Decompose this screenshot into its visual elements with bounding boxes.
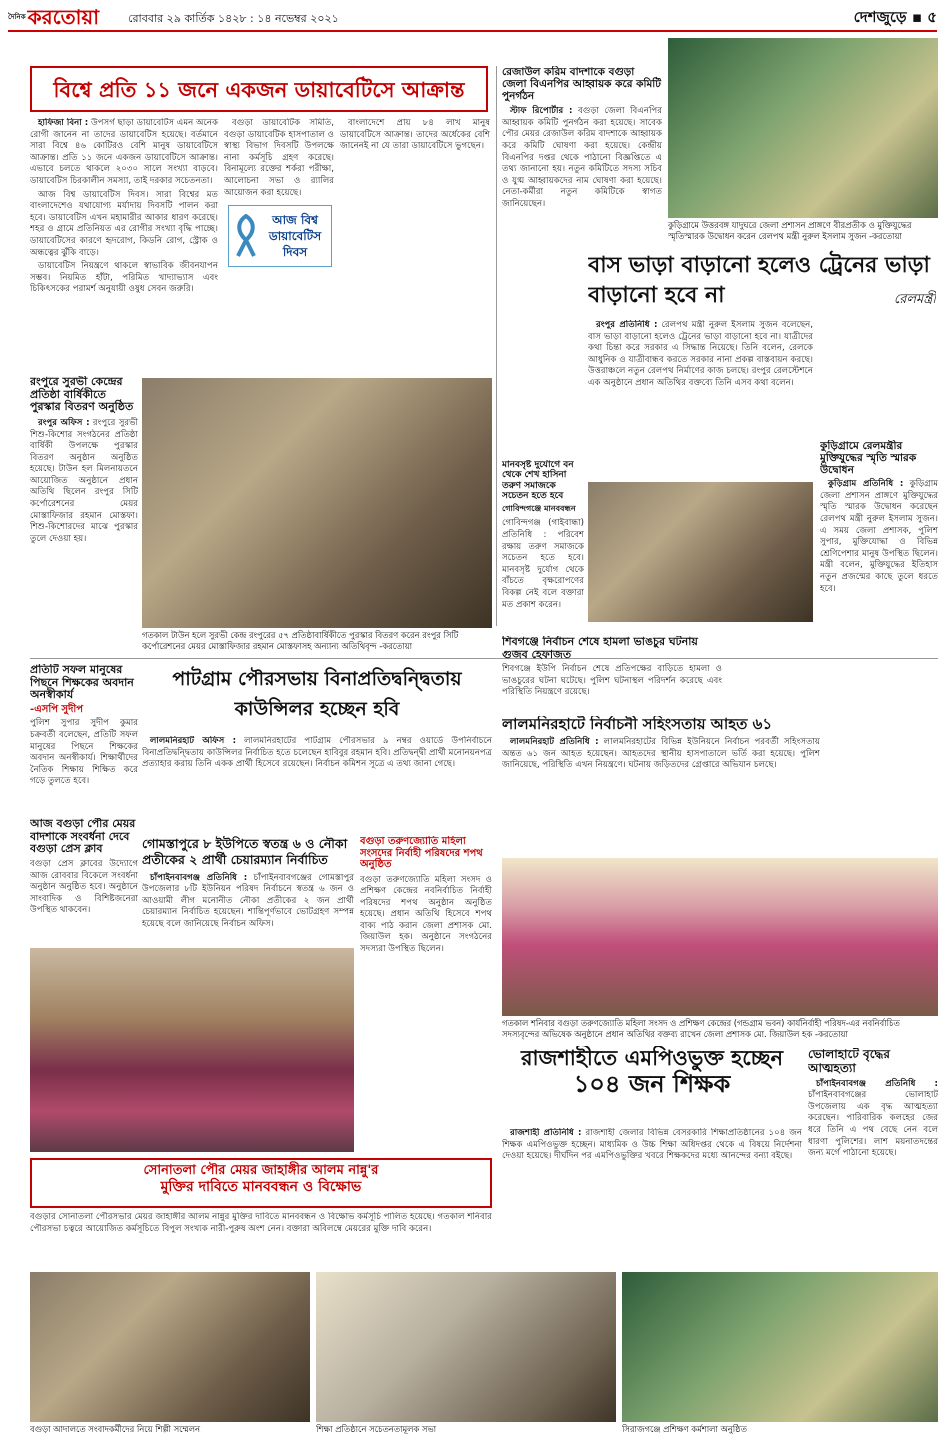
hall-caption-credit: -করতোয়া <box>814 1028 848 1039</box>
bottom-photo-1 <box>30 1272 310 1422</box>
rajshahi-headline-box <box>502 1046 802 1126</box>
rail-body-text: রেলপথ মন্ত্রী নুরুল ইসলাম সুজন বলেছেন, বাস ভাড়া বাড়ানো হলেও ট্রেনের ভাড়া বাড়ানো হবে না। যাত্রীদের কথা চিন্তা করে সরকার এ সিদ্ধান্ত নিয়েছে। তিনি বলেন, রেলকে আধুনিক ও যাত্রীবান্ধব করতে সরকার নানা প্রকল্প বাস্তবায়ন করছে। উত্তরাঞ্চলে নতুন রেলপথ নির্মাণের কাজ চলছে। রংপুর রেলস্টেশনে এক অনুষ্ঠানে প্রধান অতিথির বক্তব্যে তিনি এসব কথা বলেন। <box>588 320 813 388</box>
rail-dateline: রংপুর প্রতিনিধি : <box>596 320 658 330</box>
rail-headline-box <box>588 250 938 316</box>
diabetes-paragraph-5: বাংলাদেশে প্রায় ৮৪ লাখ মানুষ ডায়াবেটিসে আক্রান্ত। তাদের অর্ধেকের বেশি জানেনই না যে তারা ডায়াবেটিসে ভুগছেন। <box>340 118 490 152</box>
logo-text: করতোয়া <box>27 5 100 29</box>
rail-byline: রেলমন্ত্রী <box>893 292 936 307</box>
lalmonirhat-body: লালমনিরহাটের বিভিন্ন ইউনিয়নে নির্বাচন পরবর্তী সহিংসতায় অন্তত ৬১ জন আহত হয়েছেন। আহতদের স্থানীয় হাসপাতালে ভর্তি করা হয়েছে। পুলিশ জানিয়েছে, পরিস্থিতি এখন নিয়ন্ত্রণে। ঘটনায় জড়িতদের গ্রেপ্তারে অভিযান চলছে। <box>502 737 820 771</box>
rail-body <box>588 320 813 480</box>
diabetes-paragraph-1: উপসর্গ ছাড়া ডায়াবেটিস এমন অনেক রোগী জানেন না তাদের ডায়াবেটিস হয়েছে। বর্তমানে সারা বিশ্বে ৪৬ কোটিরও বেশি মানুষ ডায়াবেটিসে আক্রান্ত। প্রতি ১১ জনে একজন ডায়াবেটিসে আক্রান্ত। এভাবে চলতে থাকলে ২০৩০ সালে সংখ্যা বাড়বে। ডায়াবেটিস চিরকালীন সমস্যা, তাই দরকার সচেতনতা। <box>30 118 218 186</box>
teacher-story <box>30 664 138 814</box>
minister-caption-credit: -করতোয়া <box>869 230 902 241</box>
gomostapur-story <box>142 836 354 946</box>
sonatola-headline-2: মুক্তির দাবিতে মানববন্ধন ও বিক্ষোভ <box>160 1178 362 1195</box>
bnp-dateline: স্টাফ রিপোর্টার : <box>510 106 573 117</box>
section-divider <box>30 658 938 659</box>
patgram-body <box>142 736 492 832</box>
gobindo-body: গোবিন্দগঞ্জ (গাইবান্ধা) প্রতিনিধি : পরিবেশ রক্ষায় তরুণ সমাজকে সচেতন হতে হবে। মানবসৃষ্ট দুর্যোগ থেকে বাঁচতে বৃক্ষরোপণের বিকল্প নেই বলে বক্তারা মত প্রকাশ করেন। <box>502 518 584 610</box>
badge-line-2: ডায়াবেটিস <box>268 229 322 243</box>
rajshahi-body-text: রাজশাহী জেলার বিভিন্ন বেসরকারি শিক্ষাপ্রতিষ্ঠানের ১০৪ জন শিক্ষক এমপিওভুক্ত হচ্ছেন। মাধ্যমিক ও উচ্চ শিক্ষা অধিদপ্তর থেকে এ বিষয়ে নির্দেশনা দেওয়া হয়েছে। দীর্ঘদিন পর এমপিওভুক্তির খবরে শিক্ষকদের মধ্যে আনন্দের বন্যা বইছে। <box>502 1128 802 1162</box>
minister-caption-text: কুড়িগ্রামে উত্তরবঙ্গ যাদুঘরে জেলা প্রশাসন প্রাঙ্গণে বীরপ্রতীক ও মুক্তিযুদ্ধের স্মৃতিস্মারক উদ্বোধন করেন রেলপথ মন্ত্রী নুরুল ইসলাম সুজন <box>668 220 912 241</box>
sonatola-headline-box <box>30 1158 492 1208</box>
badge-line-3: দিবস <box>282 245 308 259</box>
shibganj-headline: শিবগঞ্জে নির্বাচন শেষে হামলা ভাঙচুর ঘটনায় গুজব হেফাজত <box>502 636 698 661</box>
badsha-story <box>30 818 138 938</box>
rangpur-caption-credit: -করতোয়া <box>379 640 413 651</box>
gobindo-byline: গোবিন্দগঞ্জে মানববন্ধন <box>502 504 576 514</box>
rally-crowd-photo <box>30 948 354 1152</box>
sonatola-headline-1: সোনাতলা পৌর মেয়র জাহাঙ্গীর আলম নান্নু'র <box>143 1163 379 1178</box>
diabetes-headline: বিশ্বে প্রতি ১১ জনে একজন ডায়াবেটিসে আক্রান্ত <box>53 77 465 102</box>
sonatola-body: বগুড়ার সোনাতলা পৌরসভার মেয়র জাহাঙ্গীর আলম নান্নুর মুক্তির দাবিতে মানববন্ধন ও বিক্ষোভ কর্মসূচি পালিত হয়েছে। গতকাল শনিবার পৌরসভা চত্বরে আয়োজিত কর্মসূচিতে বিপুল সংখ্যক নারী-পুরুষ অংশ নেন। বক্তারা অবিলম্বে মেয়রের মুক্তি দাবি করেন। <box>30 1212 492 1234</box>
column-divider <box>496 66 497 626</box>
rajshahi-headline-1: রাজশাহীতে এমপিওভুক্ত হচ্ছেন <box>520 1046 784 1070</box>
bholahat-dateline: চাঁপাইনবাবগঞ্জ প্রতিনিধি : <box>816 1078 938 1089</box>
teacher-byline: -এসপি সুদীপ <box>30 703 84 715</box>
hall-photo-caption <box>502 1018 938 1044</box>
gomostapur-body: চাঁপাইনবাবগঞ্জের গোমস্তাপুর উপজেলার ৮টি ইউনিয়ন পরিষদ নির্বাচনে স্বতন্ত্র ৬ জন ও আওয়ামী লীগ মনোনীত নৌকা প্রতীকের ২ জন প্রার্থী চেয়ারম্যান নির্বাচিত হয়েছেন। শান্তিপূর্ণভাবে ভোটগ্রহণ সম্পন্ন হয়েছে বলে জানিয়েছে নির্বাচন অফিস। <box>142 872 354 929</box>
patgram-dateline: লালমনিরহাট অফিস : <box>150 736 237 746</box>
bnp-body: বগুড়া জেলা বিএনপির আহ্বায়ক কমিটি পুনর্গঠন করা হয়েছে। সাবেক পৌর মেয়র রেজাউল করিম বাদশাকে আহ্বায়ক করে কমিটি ঘোষণা করা হয়েছে। কেন্দ্রীয় বিএনপির দপ্তর থেকে পাঠানো বিজ্ঞপ্তিতে এ তথ্য জানানো হয়। নতুন কমিটিতে সদস্য সচিব ও যুগ্ম আহ্বায়কদের নাম ঘোষণা করা হয়েছে। নেতা-কর্মীরা নতুন কমিটিকে স্বাগত জানিয়েছেন। <box>502 106 662 209</box>
gomostapur-dateline: চাঁপাইনবাবগঞ্জ প্রতিনিধি : <box>150 872 248 883</box>
badsha-headline: আজ বগুড়া পৌর মেয়র বাদশাকে সংবর্ধনা দেবে বগুড়া প্রেস ক্লাব <box>30 818 136 856</box>
diabetes-dateline: হাফিজা বিনা : <box>38 118 89 128</box>
rajshahi-body <box>502 1128 802 1268</box>
shibganj-story <box>502 636 722 716</box>
diabetes-paragraph-3: ডায়াবেটিস নিয়ন্ত্রণে থাকলে স্বাভাবিক জীবনযাপন সম্ভব। নিয়মিত হাঁটা, পরিমিত খাদ্যাভ্যাস এবং চিকিৎসকের পরামর্শ অনুযায়ী ওষুধ সেবন জরুরি। <box>30 261 218 295</box>
lalmonirhat-dateline: লালমনিরহাট প্রতিনিধি : <box>510 737 599 748</box>
women-council-story <box>360 836 492 1136</box>
bholahat-body: চাঁপাইনবাবগঞ্জের ভোলাহাট উপজেলায় এক বৃদ্ধ আত্মহত্যা করেছেন। পারিবারিক কলহের জের ধরে তিনি এ পথ বেছে নেন বলে ধারণা পুলিশের। লাশ ময়নাতদন্তের জন্য মর্গে পাঠানো হয়েছে। <box>808 1090 938 1159</box>
section-name: দেশজুড়ে <box>853 8 907 26</box>
minister-photo-caption <box>668 220 938 248</box>
rail-speech-photo <box>588 482 813 622</box>
kurigram-headline: কুড়িগ্রামে রেলমন্ত্রীর মুক্তিযুদ্ধের স্মৃতি স্মারক উদ্বোধন <box>820 440 917 477</box>
bholahat-story <box>808 1048 938 1264</box>
diabetes-body <box>30 118 218 370</box>
gomostapur-headline: গোমস্তাপুরে ৮ ইউপিতে স্বতন্ত্র ৬ ও নৌকা প্রতীকের ২ প্রার্থী চেয়ারম্যান নির্বাচিত <box>142 836 348 868</box>
rail-headline: বাস ভাড়া বাড়ানো হলেও ট্রেনের ভাড়া বাড়ানো হবে না <box>588 252 930 308</box>
bottom-caption-3: সিরাজগঞ্জে প্রশিক্ষণ কর্মশালা অনুষ্ঠিত <box>622 1424 747 1434</box>
women-council-headline: বগুড়া তরুণজ্যোতি মহিলা সংসদের নির্বাহী পরিষদের শপথ অনুষ্ঠিত <box>360 836 483 870</box>
women-council-photo <box>502 858 938 1016</box>
world-diabetes-day-badge <box>228 205 332 267</box>
shibganj-body: শিবগঞ্জে ইউপি নির্বাচন শেষে প্রতিপক্ষের বাড়িতে হামলা ও ভাঙচুরের ঘটনা ঘটেছে। পুলিশ ঘটনাস্থল পরিদর্শন করেছে এবং পরিস্থিতি নিয়ন্ত্রণে রয়েছে। <box>502 664 722 698</box>
kurigram-body: কুড়িগ্রাম জেলা প্রশাসন প্রাঙ্গণে মুক্তিযুদ্ধের স্মৃতি স্মারক উদ্বোধন করেছেন রেলপথ মন্ত্রী নুরুল ইসলাম সুজন। এ সময় জেলা প্রশাসক, পুলিশ সুপার, মুক্তিযোদ্ধা ও বিভিন্ন শ্রেণিপেশার মানুষ উপস্থিত ছিলেন। মন্ত্রী বলেন, মুক্তিযুদ্ধের ইতিহাস নতুন প্রজন্মের কাছে তুলে ধরতে হবে। <box>820 479 938 594</box>
badsha-body: বগুড়া প্রেস ক্লাবের উদ্যোগে আজ রোববার বিকেলে সংবর্ধনা অনুষ্ঠান অনুষ্ঠিত হবে। অনুষ্ঠানে সাংবাদিক ও বিশিষ্টজনেরা উপস্থিত থাকবেন। <box>30 858 138 916</box>
logo-small: দৈনিক <box>8 12 26 21</box>
bottom-photo-2 <box>316 1272 616 1422</box>
badge-line-1: আজ বিশ্ব <box>272 213 318 227</box>
diabetes-body-col3 <box>340 118 490 370</box>
patgram-headline: পাটগ্রাম পৌরসভায় বিনাপ্রতিদ্বন্দ্বিতায় কাউন্সিলর হচ্ছেন হবি <box>172 668 462 720</box>
diabetes-paragraph-2: আজ বিশ্ব ডায়াবেটিস দিবস। সারা বিশ্বের মত বাংলাদেশেও যথাযোগ্য মর্যাদায় দিবসটি পালন করা হবে। ডায়াবেটিস এখন মহামারীর আকার ধারণ করেছে। শহর ও গ্রামে প্রতিনিয়ত এর রোগীর সংখ্যা বৃদ্ধি পাচ্ছে। ডায়াবেটিসের কারণে হৃদরোগ, কিডনি রোগ, স্ট্রোক ও অন্ধত্বের ঝুঁকি বাড়ে। <box>30 189 218 258</box>
patgram-headline-box <box>142 664 492 732</box>
rangpur-story <box>30 376 138 676</box>
rajshahi-dateline: রাজশাহী প্রতিনিধি : <box>510 1128 582 1138</box>
hall-caption-text: গতকাল শনিবার বগুড়া তরুণজ্যোতি মহিলা সংসদ ও প্রশিক্ষণ কেন্দ্রের (গন্ডগ্রাম ভবন) কার্যনির্বাহী পরিষদ-এর নবনির্বাচিত সদস্যবৃন্দের অভিষেক অনুষ্ঠানে প্রধান অতিথির বক্তব্য রাখেন জেলা প্রশাসক মো. জিয়াউল হক <box>502 1018 900 1039</box>
newspaper-logo <box>8 4 118 30</box>
page-number: ৫ <box>927 8 937 26</box>
lalmonirhat-story <box>502 716 820 856</box>
bottom-photo-3 <box>622 1272 938 1422</box>
lalmonirhat-headline: লালমনিরহাটে নির্বাচনী সহিংসতায় আহত ৬১ <box>502 716 773 733</box>
rangpur-headline: রংপুরে সুরভী কেন্দ্রের প্রতিষ্ঠা বার্ষিকীতে পুরস্কার বিতরণ অনুষ্ঠিত <box>30 376 134 414</box>
gobindo-headline: মানবসৃষ্ট দুর্যোগে বন থেকে শেখ হাসিনা তরুণ সমাজকে সচেতন হতে হবে <box>502 460 574 502</box>
masthead <box>8 4 937 32</box>
patgram-body-text: লালমনিরহাটের পাটগ্রাম পৌরসভার ৯ নম্বর ওয়ার্ডে উপনির্বাচনে বিনাপ্রতিদ্বন্দ্বিতায় কাউন্সিলর নির্বাচিত হতে চলেছেন হাবিবুর রহমান হবি। প্রতিদ্বন্দ্বী প্রার্থী মনোনয়নপত্র প্রত্যাহার করায় তিনি একক প্রার্থী হিসেবে রয়েছেন। নির্বাচন কমিশন সূত্রে এ তথ্য জানা গেছে। <box>142 736 492 770</box>
bholahat-headline: ভোলাহাটে বৃদ্ধের আত্মহত্যা <box>808 1048 890 1075</box>
bottom-caption-1: বগুড়া আদালতে সংবাদকর্মীদের নিয়ে শিল্পী সম্মেলন <box>30 1424 200 1434</box>
rangpur-photo-caption <box>142 630 492 654</box>
section-label: দেশজুড়ে ▪ ৫ <box>853 8 937 26</box>
diabetes-paragraph-4: বগুড়া ডায়াবেটিক সমিতি, বগুড়া ডায়াবেটিক হাসপাতাল ও স্বাস্থ্য বিভাগ দিবসটি উপলক্ষে নানা কর্মসূচি গ্রহণ করেছে। বিনামূল্যে রক্তের শর্করা পরীক্ষা, আলোচনা সভা ও র‌্যালির আয়োজন করা হয়েছে। <box>224 118 334 198</box>
women-council-body: বগুড়া তরুণজ্যোতি মহিলা সংসদ ও প্রশিক্ষণ কেন্দ্রের নবনির্বাচিত নির্বাহী পরিষদের শপথ অনুষ্ঠান অনুষ্ঠিত হয়েছে। প্রধান অতিথি হিসেবে শপথ বাক্য পাঠ করান জেলা প্রশাসক মো. জিয়াউল হক। অনুষ্ঠানে সংগঠনের সদস্যরা উপস্থিত ছিলেন। <box>360 874 492 955</box>
bnp-headline: রেজাউল করিম বাদশাকে বগুড়া জেলা বিএনপির আহ্বায়ক করে কমিটি পুনর্গঠন <box>502 66 662 103</box>
gobindo-story <box>502 460 584 630</box>
rangpur-dateline: রংপুর অফিস : <box>38 417 90 428</box>
rangpur-body: রংপুরে সুরভী শিশু-কিশোর সংগঠনের প্রতিষ্ঠা বার্ষিকী উপলক্ষে পুরস্কার বিতরণ অনুষ্ঠান অনুষ্ঠিত হয়েছে। টাউন হল মিলনায়তনে আয়োজিত অনুষ্ঠানে প্রধান অতিথি ছিলেন রংপুর সিটি কর্পোরেশনের মেয়র মোস্তাফিজার রহমান মোস্তফা। শিশু-কিশোরদের মাঝে পুরস্কার তুলে দেওয়া হয়। <box>30 417 138 544</box>
dateline: রোববার ২৯ কার্তিক ১৪২৮ : ১৪ নভেম্বর ২০২১ <box>128 12 339 25</box>
bottom-caption-2: শিক্ষা প্রতিষ্ঠানে সচেতনতামূলক সভা <box>316 1424 437 1434</box>
kurigram-story <box>820 440 938 630</box>
teacher-headline: প্রতিটি সফল মানুষের পিছনে শিক্ষকের অবদান অনস্বীকার্য <box>30 664 134 702</box>
ribbon-icon <box>235 214 257 258</box>
teacher-body: পুলিশ সুপার সুদীপ কুমার চক্রবর্তী বলেছেন, প্রতিটি সফল মানুষের পিছনে শিক্ষকের অবদান অনস্বীকার্য। শিক্ষার্থীদের নৈতিক শিক্ষায় শিক্ষিত করে গড়ে তুলতে হবে। <box>30 718 138 787</box>
rangpur-caption-text: গতকাল টাউন হলে সুরভী কেন্দ্র রংপুরের ৫৭ প্রতিষ্ঠাবার্ষিকীতে পুরস্কার বিতরণ করেন রংপুর সিটি কর্পোরেশনের মেয়র মোস্তাফিজার রহমান মোস্তফাসহ অন্যান্য অতিথিবৃন্দ <box>142 630 459 651</box>
minister-photo <box>668 38 938 218</box>
kurigram-dateline: কুড়িগ্রাম প্রতিনিধি : <box>828 479 904 490</box>
rajshahi-headline-2: ১০৪ জন শিক্ষক <box>573 1069 731 1099</box>
diabetes-headline-box <box>30 66 488 112</box>
rangpur-photo <box>142 378 492 628</box>
